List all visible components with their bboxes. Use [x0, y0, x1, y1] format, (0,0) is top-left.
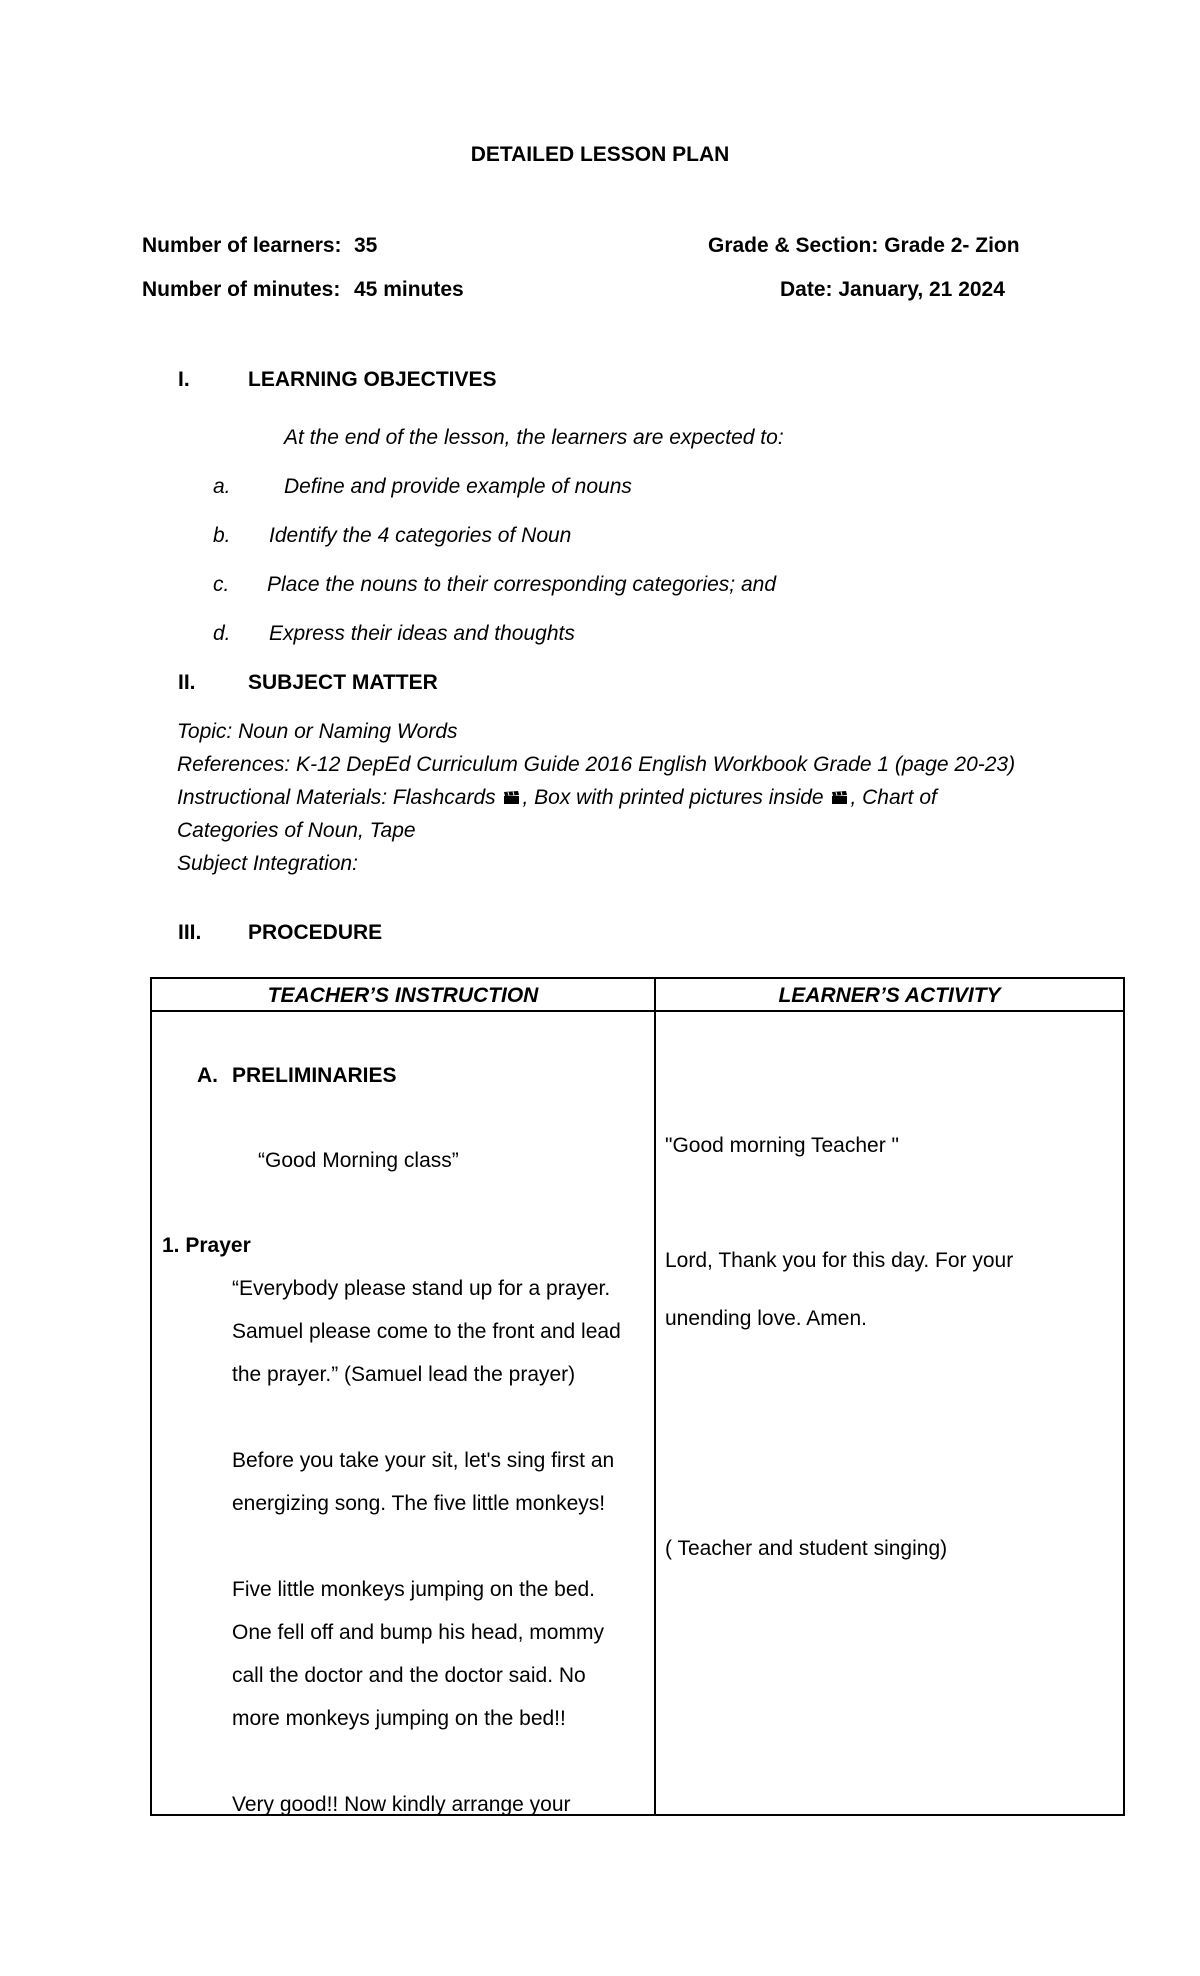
- column-divider: [654, 979, 656, 1814]
- teacher-line: Before you take your sit, let's sing first an: [232, 1449, 615, 1472]
- section-title-subject-matter: SUBJECT MATTER: [248, 671, 438, 694]
- grade-section: Grade & Section: Grade 2- Zion: [708, 234, 1020, 257]
- objective-text: Define and provide example of nouns: [284, 475, 632, 498]
- materials-line: [177, 786, 937, 810]
- learners-value: 35: [354, 234, 378, 257]
- topic-line: Topic: Noun or Naming Words: [177, 720, 458, 743]
- materials-text: , Chart of: [850, 786, 937, 809]
- materials-text: Instructional Materials: Flashcards: [177, 786, 496, 809]
- teacher-line: the prayer.” (Samuel lead the prayer): [232, 1363, 576, 1386]
- section-title-objectives: LEARNING OBJECTIVES: [248, 368, 497, 391]
- objective-letter: c.: [213, 573, 230, 596]
- objective-letter: a.: [213, 475, 231, 498]
- objective-text: Identify the 4 categories of Noun: [269, 524, 572, 547]
- clapperboard-icon: [831, 791, 848, 805]
- subject-integration: Subject Integration:: [177, 852, 358, 875]
- teacher-line: Very good!! Now kindly arrange your: [232, 1793, 571, 1816]
- learners-label: Number of learners:: [142, 234, 342, 257]
- objective-text: Place the nouns to their corresponding categories; and: [267, 573, 776, 596]
- learner-line: Lord, Thank you for this day. For your: [665, 1249, 1014, 1272]
- section-number: II.: [178, 671, 196, 694]
- column-header-learner: LEARNER’S ACTIVITY: [778, 984, 1001, 1007]
- minutes-label: Number of minutes:: [142, 278, 341, 301]
- materials-line-continued: Categories of Noun, Tape: [177, 819, 416, 842]
- teacher-line: Five little monkeys jumping on the bed.: [232, 1578, 596, 1601]
- procedure-table: [150, 977, 1125, 1816]
- teacher-line: energizing song. The five little monkeys!: [232, 1492, 606, 1515]
- objective-letter: b.: [213, 524, 231, 547]
- teacher-line: Samuel please come to the front and lead: [232, 1320, 621, 1343]
- clapperboard-icon: [503, 791, 520, 805]
- learner-line: unending love. Amen.: [665, 1307, 867, 1330]
- column-header-teacher: TEACHER’S INSTRUCTION: [267, 984, 539, 1007]
- prayer-heading: 1. Prayer: [162, 1234, 251, 1257]
- teacher-line: more monkeys jumping on the bed!!: [232, 1707, 566, 1730]
- references-line: References: K-12 DepEd Curriculum Guide 2016 English Workbook Grade 1 (page 20-23): [177, 753, 1016, 776]
- objective-letter: d.: [213, 622, 231, 645]
- section-title-procedure: PROCEDURE: [248, 921, 383, 944]
- teacher-line: “Everybody please stand up for a prayer.: [232, 1277, 611, 1300]
- materials-text: , Box with printed pictures inside: [522, 786, 824, 809]
- lesson-date: Date: January, 21 2024: [780, 278, 1005, 301]
- section-number: III.: [178, 921, 202, 944]
- objectives-intro: At the end of the lesson, the learners are expected to:: [284, 426, 784, 449]
- teacher-line: call the doctor and the doctor said. No: [232, 1664, 586, 1687]
- learner-line: "Good morning Teacher ": [665, 1134, 899, 1157]
- minutes-value: 45 minutes: [354, 278, 464, 301]
- teacher-greeting: “Good Morning class”: [258, 1149, 459, 1172]
- preliminaries-letter: A.: [197, 1064, 218, 1087]
- objective-text: Express their ideas and thoughts: [269, 622, 575, 645]
- teacher-line: One fell off and bump his head, mommy: [232, 1621, 604, 1644]
- learner-line: ( Teacher and student singing): [665, 1537, 948, 1560]
- preliminaries-title: PRELIMINARIES: [232, 1064, 397, 1087]
- page-title: DETAILED LESSON PLAN: [470, 143, 730, 166]
- section-number: I.: [178, 368, 190, 391]
